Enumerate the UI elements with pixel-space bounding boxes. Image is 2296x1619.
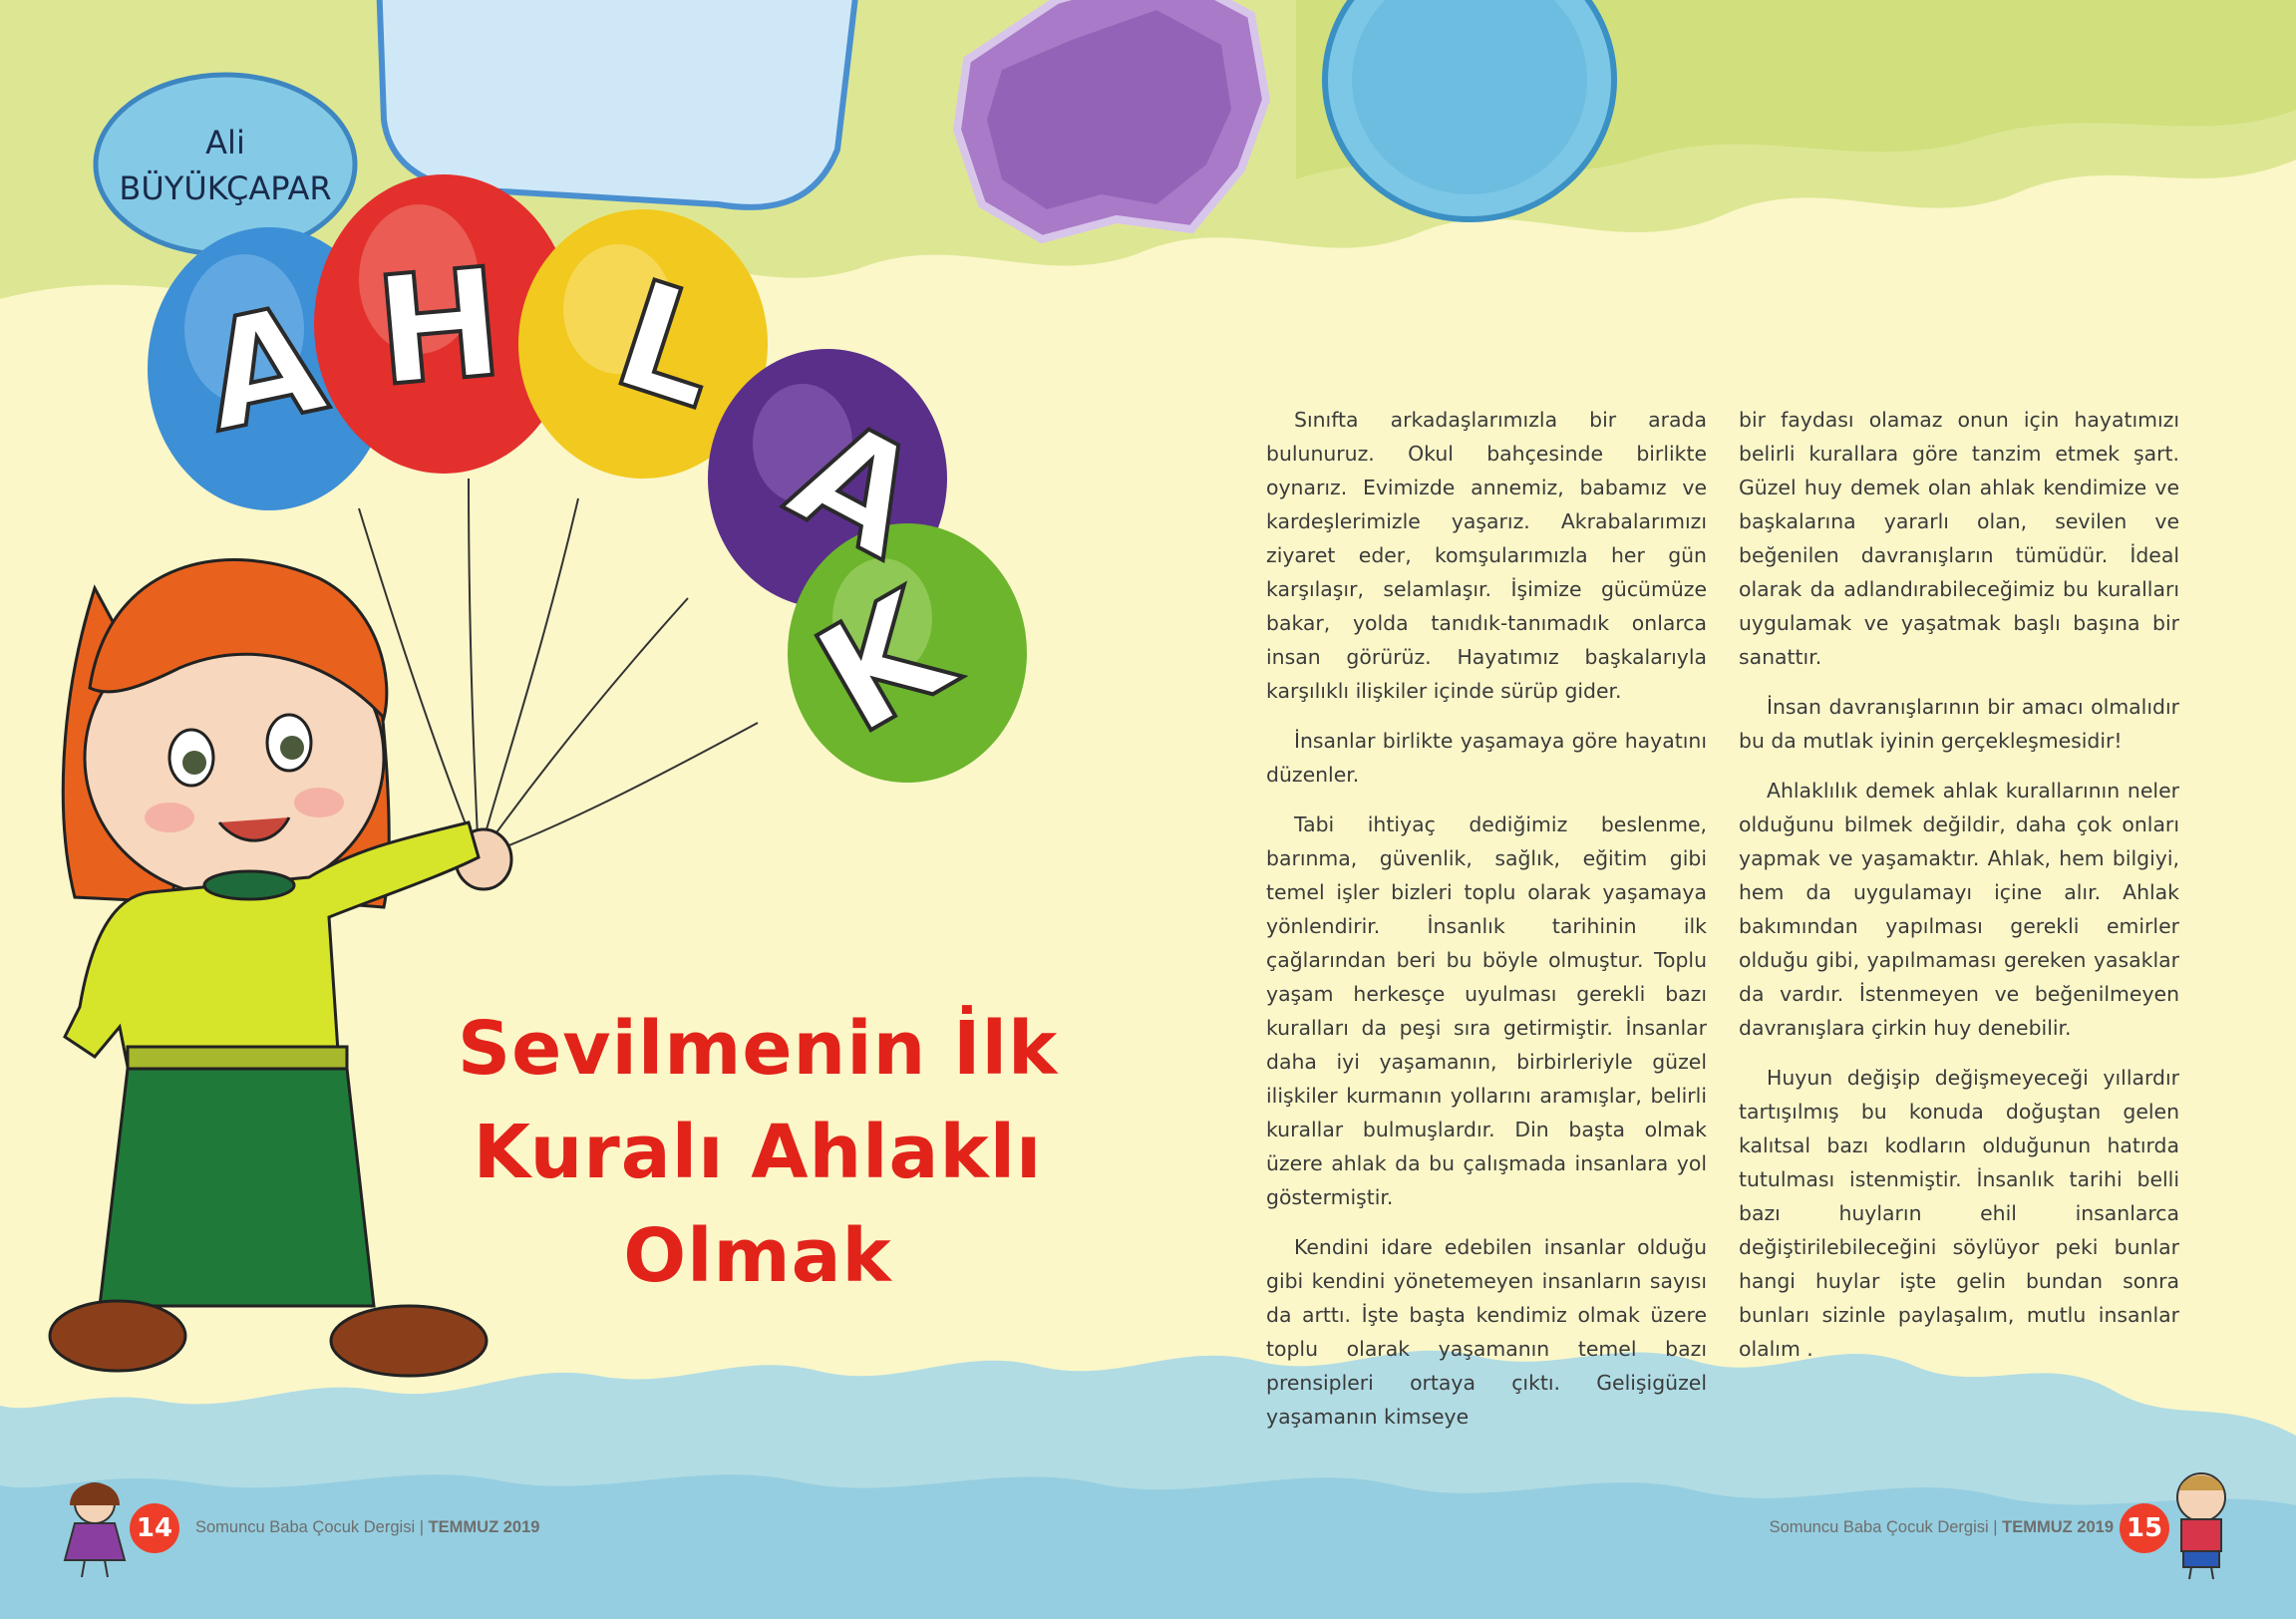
footer-left (195, 1518, 539, 1537)
magazine-name: Somuncu Baba Çocuk Dergisi (195, 1518, 416, 1536)
author-name (95, 78, 356, 252)
article-title (429, 997, 1087, 1308)
author-last-name: BÜYÜKÇAPAR (119, 168, 332, 207)
balloon-letter: K (790, 559, 978, 769)
title-line: Kuralı Ahlaklı (473, 1110, 1043, 1195)
footer-right (1770, 1518, 2114, 1537)
paragraph: bir faydası olamaz onun için hayatımızı belirli kurallara göre tanzim etmek şart. Güzel huy demek olan ahlak kendimize ve başkalarına yararlı olan, sevilen ve beğenilen davranışların tümüdür. İdeal olarak da adlandırabileceğimiz bu kuralları uygulamak ve yaşatmak başlı başına bir sanattır. (1739, 408, 2179, 669)
balloon-letter: A (764, 384, 949, 593)
paragraph: Sınıfta arkadaşlarımızla bir arada bulunuruz. Okul bahçesinde birlikte oynarız. Evimizde annemiz, babamız ve kardeşlerimizle yaşarız. Akrabalarımızı ziyaret eder, komşularımızla her gün karşılaşır, selamlaşır. İşimize gücümüze bakar, yolda tanıdık-tanımadık onlarca insan görürüz. Hayatımız başkalarıyla karşılıklı ilişkiler içinde sürüp gider. (1266, 408, 1707, 703)
page-number-right: 15 (2120, 1503, 2169, 1553)
footer-separator: | (1988, 1518, 2003, 1536)
paragraph: Ahlaklılık demek ahlak kurallarının neler olduğunu bilmek değildir, daha çok onları yapmak ve yaşamaktır. Ahlak, hem bilgiyi, hem da uygulamayı içine alır. Ahlak bakımından yapılması gerekli emirler olduğu gibi, yapılmaması gereken yasaklar da vardır. İstenmeyen ve beğenilmeyen davranışlara çirkin huy denebilir. (1739, 779, 2179, 1040)
article-column-right (1739, 403, 2179, 1382)
balloon-letter: A (188, 271, 339, 467)
title-line: Olmak (623, 1213, 892, 1299)
title-line: Sevilmenin İlk (457, 1006, 1059, 1092)
paragraph: İnsan davranışlarının bir amacı olmalıdır bu da mutlak iyinin gerçekleşmesidir! (1739, 695, 2179, 753)
article-column-left (1266, 403, 1707, 1450)
paragraph: Tabi ihtiyaç dediğimiz beslenme, barınma, güvenlik, sağlık, eğitim gibi temel işler bizleri toplu olarak yaşamaya yönlendirir. İnsanlık tarihinin ilk çağlarından beri bu böyle olmuştur. Toplu yaşam herkesçe uyulması gerekli bazı kuralları da peşi sıra getirmiştir. İnsanlar daha iyi yaşamanın, birbirleriyle güzel ilişkiler kurmanın yollarını aramışlar, belirli kurallar bulmuşlardır. Din başta olmak üzere ahlak da bu çalışmada insanlara yol göstermiştir. (1266, 812, 1707, 1209)
paragraph: Kendini idare edebilen insanlar olduğu gibi kendini yönetemeyen insanların sayısı da arttı. İşte başta kendimiz olmak üzere toplu olarak yaşamanın temel bazı prensipleri ortaya çıktı. Gelişigüzel yaşamanın kimseye (1266, 1235, 1707, 1429)
balloon-letter: L (596, 247, 742, 444)
paragraph: İnsanlar birlikte yaşamaya göre hayatını düzenler. (1266, 729, 1707, 787)
issue-date: TEMMUZ 2019 (428, 1518, 540, 1536)
balloon-letter: H (369, 236, 509, 421)
page-number-left: 14 (130, 1503, 179, 1553)
magazine-name: Somuncu Baba Çocuk Dergisi (1769, 1518, 1989, 1536)
author-first-name: Ali (205, 123, 245, 162)
issue-date: TEMMUZ 2019 (2002, 1518, 2114, 1536)
footer-separator: | (415, 1518, 429, 1536)
paragraph: Huyun değişip değişmeyeceği yıllardır tartışılmış bu konuda doğuştan gelen kalıtsal bazı kodların olduğunun hatırda tutulması istenmiştir. İnsanlık tarihi belli bazı huyların ehil insanlarca değiştirilebileceğini söylüyor peki bunlar hangi huylar işte gelin bundan sonra bunları sizinle paylaşalım, mutlu insanlar olalım . (1739, 1066, 2179, 1361)
